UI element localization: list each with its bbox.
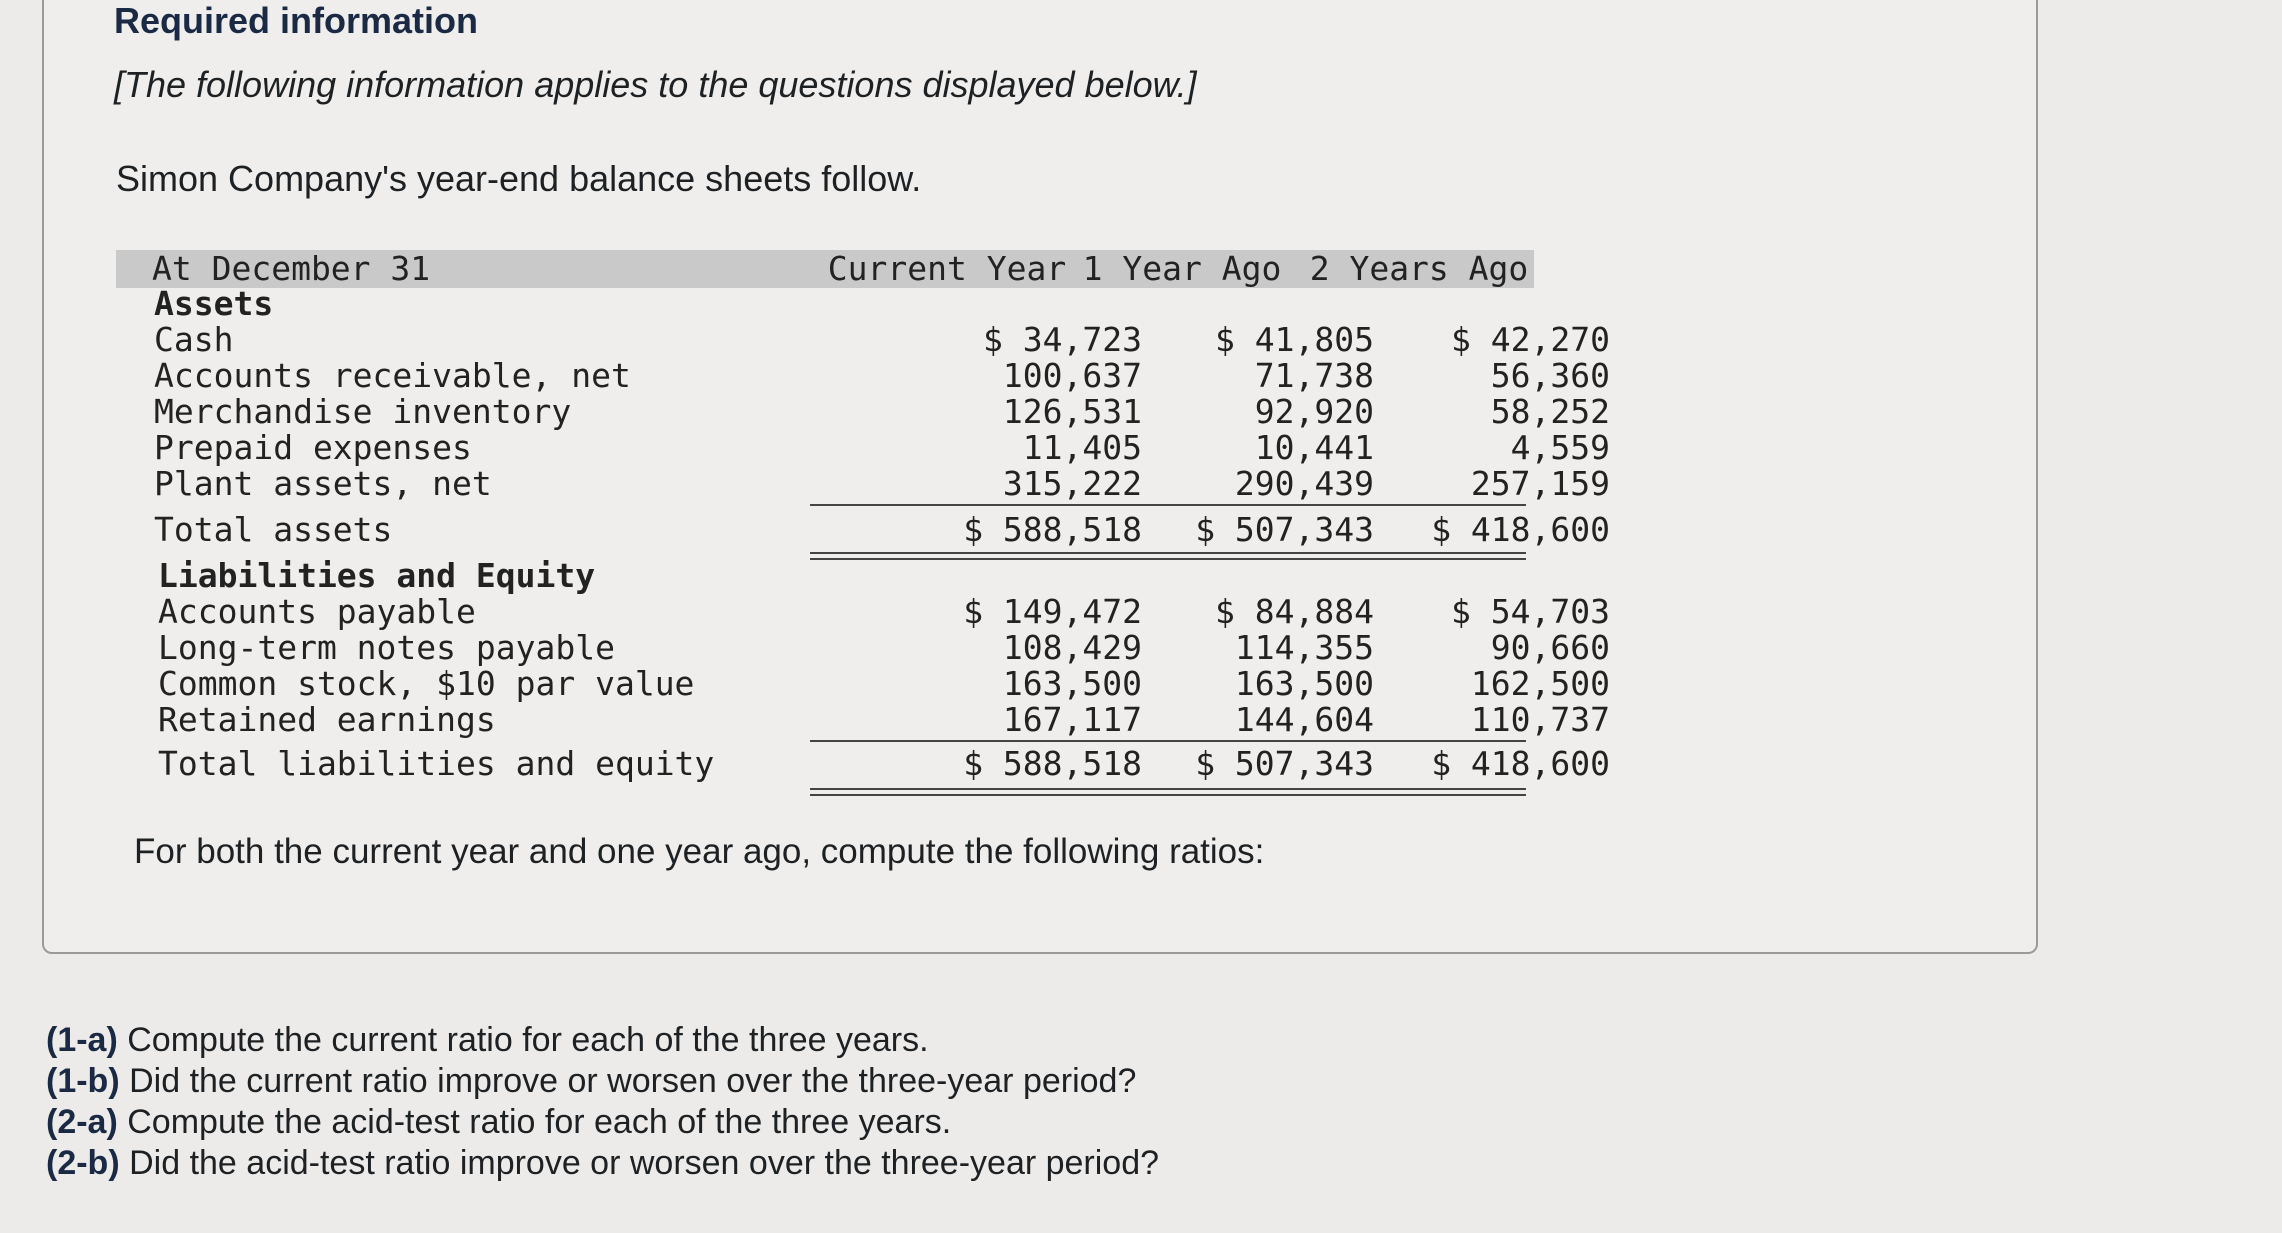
total-assets-value: $ 588,518 bbox=[963, 510, 1142, 549]
total-assets-value: $ 418,600 bbox=[1431, 510, 1610, 549]
assets-heading: Assets bbox=[154, 284, 274, 323]
row-label: Plant assets, net bbox=[154, 464, 492, 503]
question-text: Compute the acid-test ratio for each of the three years. bbox=[127, 1103, 952, 1141]
row-value: 10,441 bbox=[1254, 428, 1374, 467]
header-1-year-ago: 1 Year Ago bbox=[1082, 249, 1282, 288]
row-value: 56,360 bbox=[1490, 356, 1610, 395]
row-value: 163,500 bbox=[1002, 664, 1142, 703]
header-label: At December 31 bbox=[152, 249, 431, 288]
total-liabilities-value: $ 418,600 bbox=[1431, 744, 1610, 783]
row-value: 257,159 bbox=[1470, 464, 1610, 503]
row-label: Accounts payable bbox=[158, 592, 476, 631]
row-value: 290,439 bbox=[1234, 464, 1374, 503]
total-assets-label: Total assets bbox=[154, 510, 393, 549]
row-value: 144,604 bbox=[1234, 700, 1374, 739]
row-value: 167,117 bbox=[1002, 700, 1142, 739]
question-item bbox=[46, 1143, 1159, 1184]
question-list bbox=[46, 1020, 1159, 1184]
total-double-rule bbox=[810, 552, 1526, 560]
row-value: 108,429 bbox=[1002, 628, 1142, 667]
question-text: Did the current ratio improve or worsen over the three-year period? bbox=[129, 1062, 1137, 1100]
row-label: Merchandise inventory bbox=[154, 392, 572, 431]
row-value: 315,222 bbox=[1002, 464, 1142, 503]
row-label: Cash bbox=[154, 320, 234, 359]
subtotal-rule bbox=[810, 504, 1526, 506]
required-information-heading: Required information bbox=[114, 0, 479, 41]
total-assets-value: $ 507,343 bbox=[1195, 510, 1374, 549]
row-value: 92,920 bbox=[1254, 392, 1374, 431]
total-liabilities-value: $ 588,518 bbox=[963, 744, 1142, 783]
question-text: Did the acid-test ratio improve or worsen over the three-year period? bbox=[129, 1144, 1160, 1182]
row-value: 114,355 bbox=[1234, 628, 1374, 667]
question-tag: (2-b) bbox=[46, 1144, 120, 1182]
row-label: Long-term notes payable bbox=[158, 628, 615, 667]
row-value: 126,531 bbox=[1002, 392, 1142, 431]
total-liabilities-label: Total liabilities and equity bbox=[158, 744, 715, 783]
subtotal-rule bbox=[810, 740, 1526, 742]
total-double-rule bbox=[810, 788, 1526, 796]
row-label: Common stock, $10 par value bbox=[158, 664, 695, 703]
intro-text: Simon Company's year-end balance sheets follow. bbox=[116, 158, 922, 199]
intro-note: [The following information applies to the questions displayed below.] bbox=[114, 64, 1197, 105]
row-label: Accounts receivable, net bbox=[154, 356, 631, 395]
total-liabilities-value: $ 507,343 bbox=[1195, 744, 1374, 783]
row-value: 4,559 bbox=[1510, 428, 1610, 467]
row-value: 162,500 bbox=[1470, 664, 1610, 703]
question-text: Compute the current ratio for each of the three years. bbox=[127, 1021, 929, 1059]
question-item bbox=[46, 1020, 1159, 1061]
row-value: 71,738 bbox=[1254, 356, 1374, 395]
row-value: 110,737 bbox=[1470, 700, 1610, 739]
question-tag: (1-b) bbox=[46, 1062, 120, 1100]
question-item bbox=[46, 1102, 1159, 1143]
question-tag: (2-a) bbox=[46, 1103, 118, 1141]
row-value: 58,252 bbox=[1490, 392, 1610, 431]
row-value: $ 149,472 bbox=[963, 592, 1142, 631]
row-value: $ 41,805 bbox=[1215, 320, 1374, 359]
question-item bbox=[46, 1061, 1159, 1102]
question-tag: (1-a) bbox=[46, 1021, 118, 1059]
row-label: Retained earnings bbox=[158, 700, 496, 739]
row-value: 100,637 bbox=[1002, 356, 1142, 395]
liabilities-heading: Liabilities and Equity bbox=[158, 556, 596, 595]
closing-instruction: For both the current year and one year ago, compute the following ratios: bbox=[134, 832, 1265, 871]
row-value: 90,660 bbox=[1490, 628, 1610, 667]
row-value: 163,500 bbox=[1234, 664, 1374, 703]
row-value: $ 42,270 bbox=[1451, 320, 1610, 359]
row-value: $ 54,703 bbox=[1451, 592, 1610, 631]
row-value: 11,405 bbox=[1022, 428, 1142, 467]
header-2-years-ago: 2 Years Ago bbox=[1309, 249, 1529, 288]
row-value: $ 84,884 bbox=[1215, 592, 1374, 631]
row-label: Prepaid expenses bbox=[154, 428, 472, 467]
header-current-year: Current Year bbox=[827, 249, 1067, 288]
row-value: $ 34,723 bbox=[983, 320, 1142, 359]
